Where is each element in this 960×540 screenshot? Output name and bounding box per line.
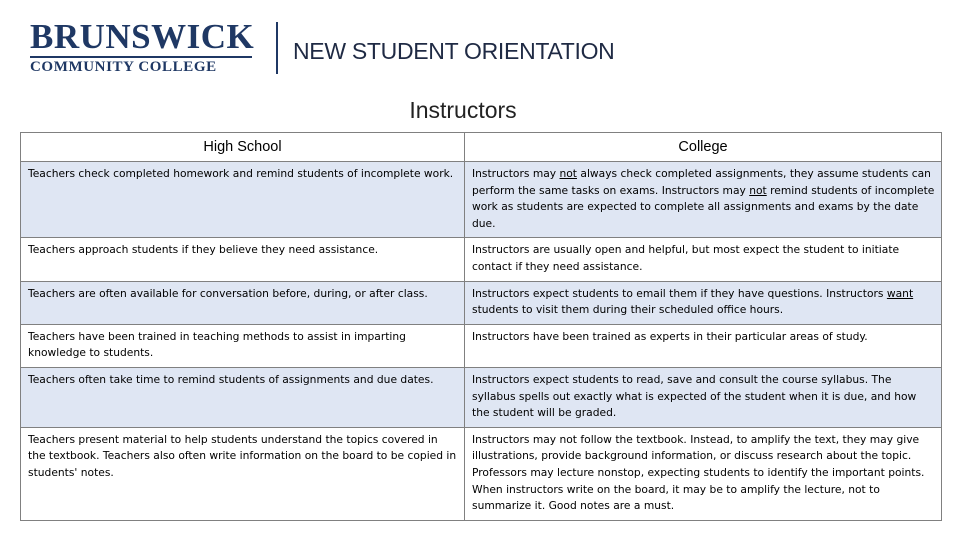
table-row [21,427,942,520]
college-logo [30,17,255,75]
college-cell [465,281,942,324]
page-title: Instructors [409,97,517,123]
cell-text: Instructors may [472,167,560,180]
table-row [21,281,942,324]
high-school-cell: Teachers have been trained in teaching methods to assist in imparting knowledge to students. [21,324,465,367]
logo-rule [30,56,252,58]
high-school-cell: Teachers often take time to remind students of assignments and due dates. [21,367,465,427]
header-divider [276,22,278,74]
underlined-text: not [749,183,767,197]
table-header-row [21,133,942,162]
high-school-cell: Teachers check completed homework and remind students of incomplete work. [21,162,465,238]
table-row [21,367,942,427]
high-school-cell: Teachers present material to help students understand the topics covered in the textbook. Teachers also often write information on the board to be copied in students' notes. [21,427,465,520]
cell-text: students to visit them during their scheduled office hours. [472,303,784,317]
college-cell: Instructors expect students to read, save and consult the course syllabus. The syllabus spells out exactly what is expected of the student when it is due, and how the student will be graded. [465,367,942,427]
college-cell: Instructors may not follow the textbook. Instead, to amplify the text, they may give illustrations, provide background information, or discuss research about the topic. Professors may lecture nonstop, expecting students to identify the important points. When instructors write on the board, it may be to amplify the lecture, not to summarize it. Good notes are a must. [465,427,942,520]
high-school-cell: Teachers are often available for conversation before, during, or after class. [21,281,465,324]
column-header-high-school: High School [21,133,465,162]
college-cell [465,162,942,238]
comparison-table [20,132,942,521]
table-row [21,162,942,238]
logo-subtitle: COMMUNITY COLLEGE [30,59,217,75]
table-row [21,324,942,367]
underlined-text: not [559,167,578,180]
logo-wordmark: BRUNSWICK [30,17,255,56]
cell-text: Instructors expect students to email them if they have questions. Instructors [472,286,887,300]
table-row [21,238,942,281]
college-cell: Instructors have been trained as experts in their particular areas of study. [465,324,942,367]
underlined-text: want [886,286,914,300]
cell-text: remind students of incomplete work as students are expected to complete all assignments and exams by the date due. [472,183,935,230]
column-header-college: College [465,133,942,162]
high-school-cell: Teachers approach students if they believe they need assistance. [21,238,465,281]
cell-text: always check completed assignments, they assume students can perform the same tasks on exams. Instructors may [472,167,931,197]
college-cell: Instructors are usually open and helpful, but most expect the student to initiate contact if they need assistance. [465,238,942,281]
orientation-title: NEW STUDENT ORIENTATION [293,38,615,64]
